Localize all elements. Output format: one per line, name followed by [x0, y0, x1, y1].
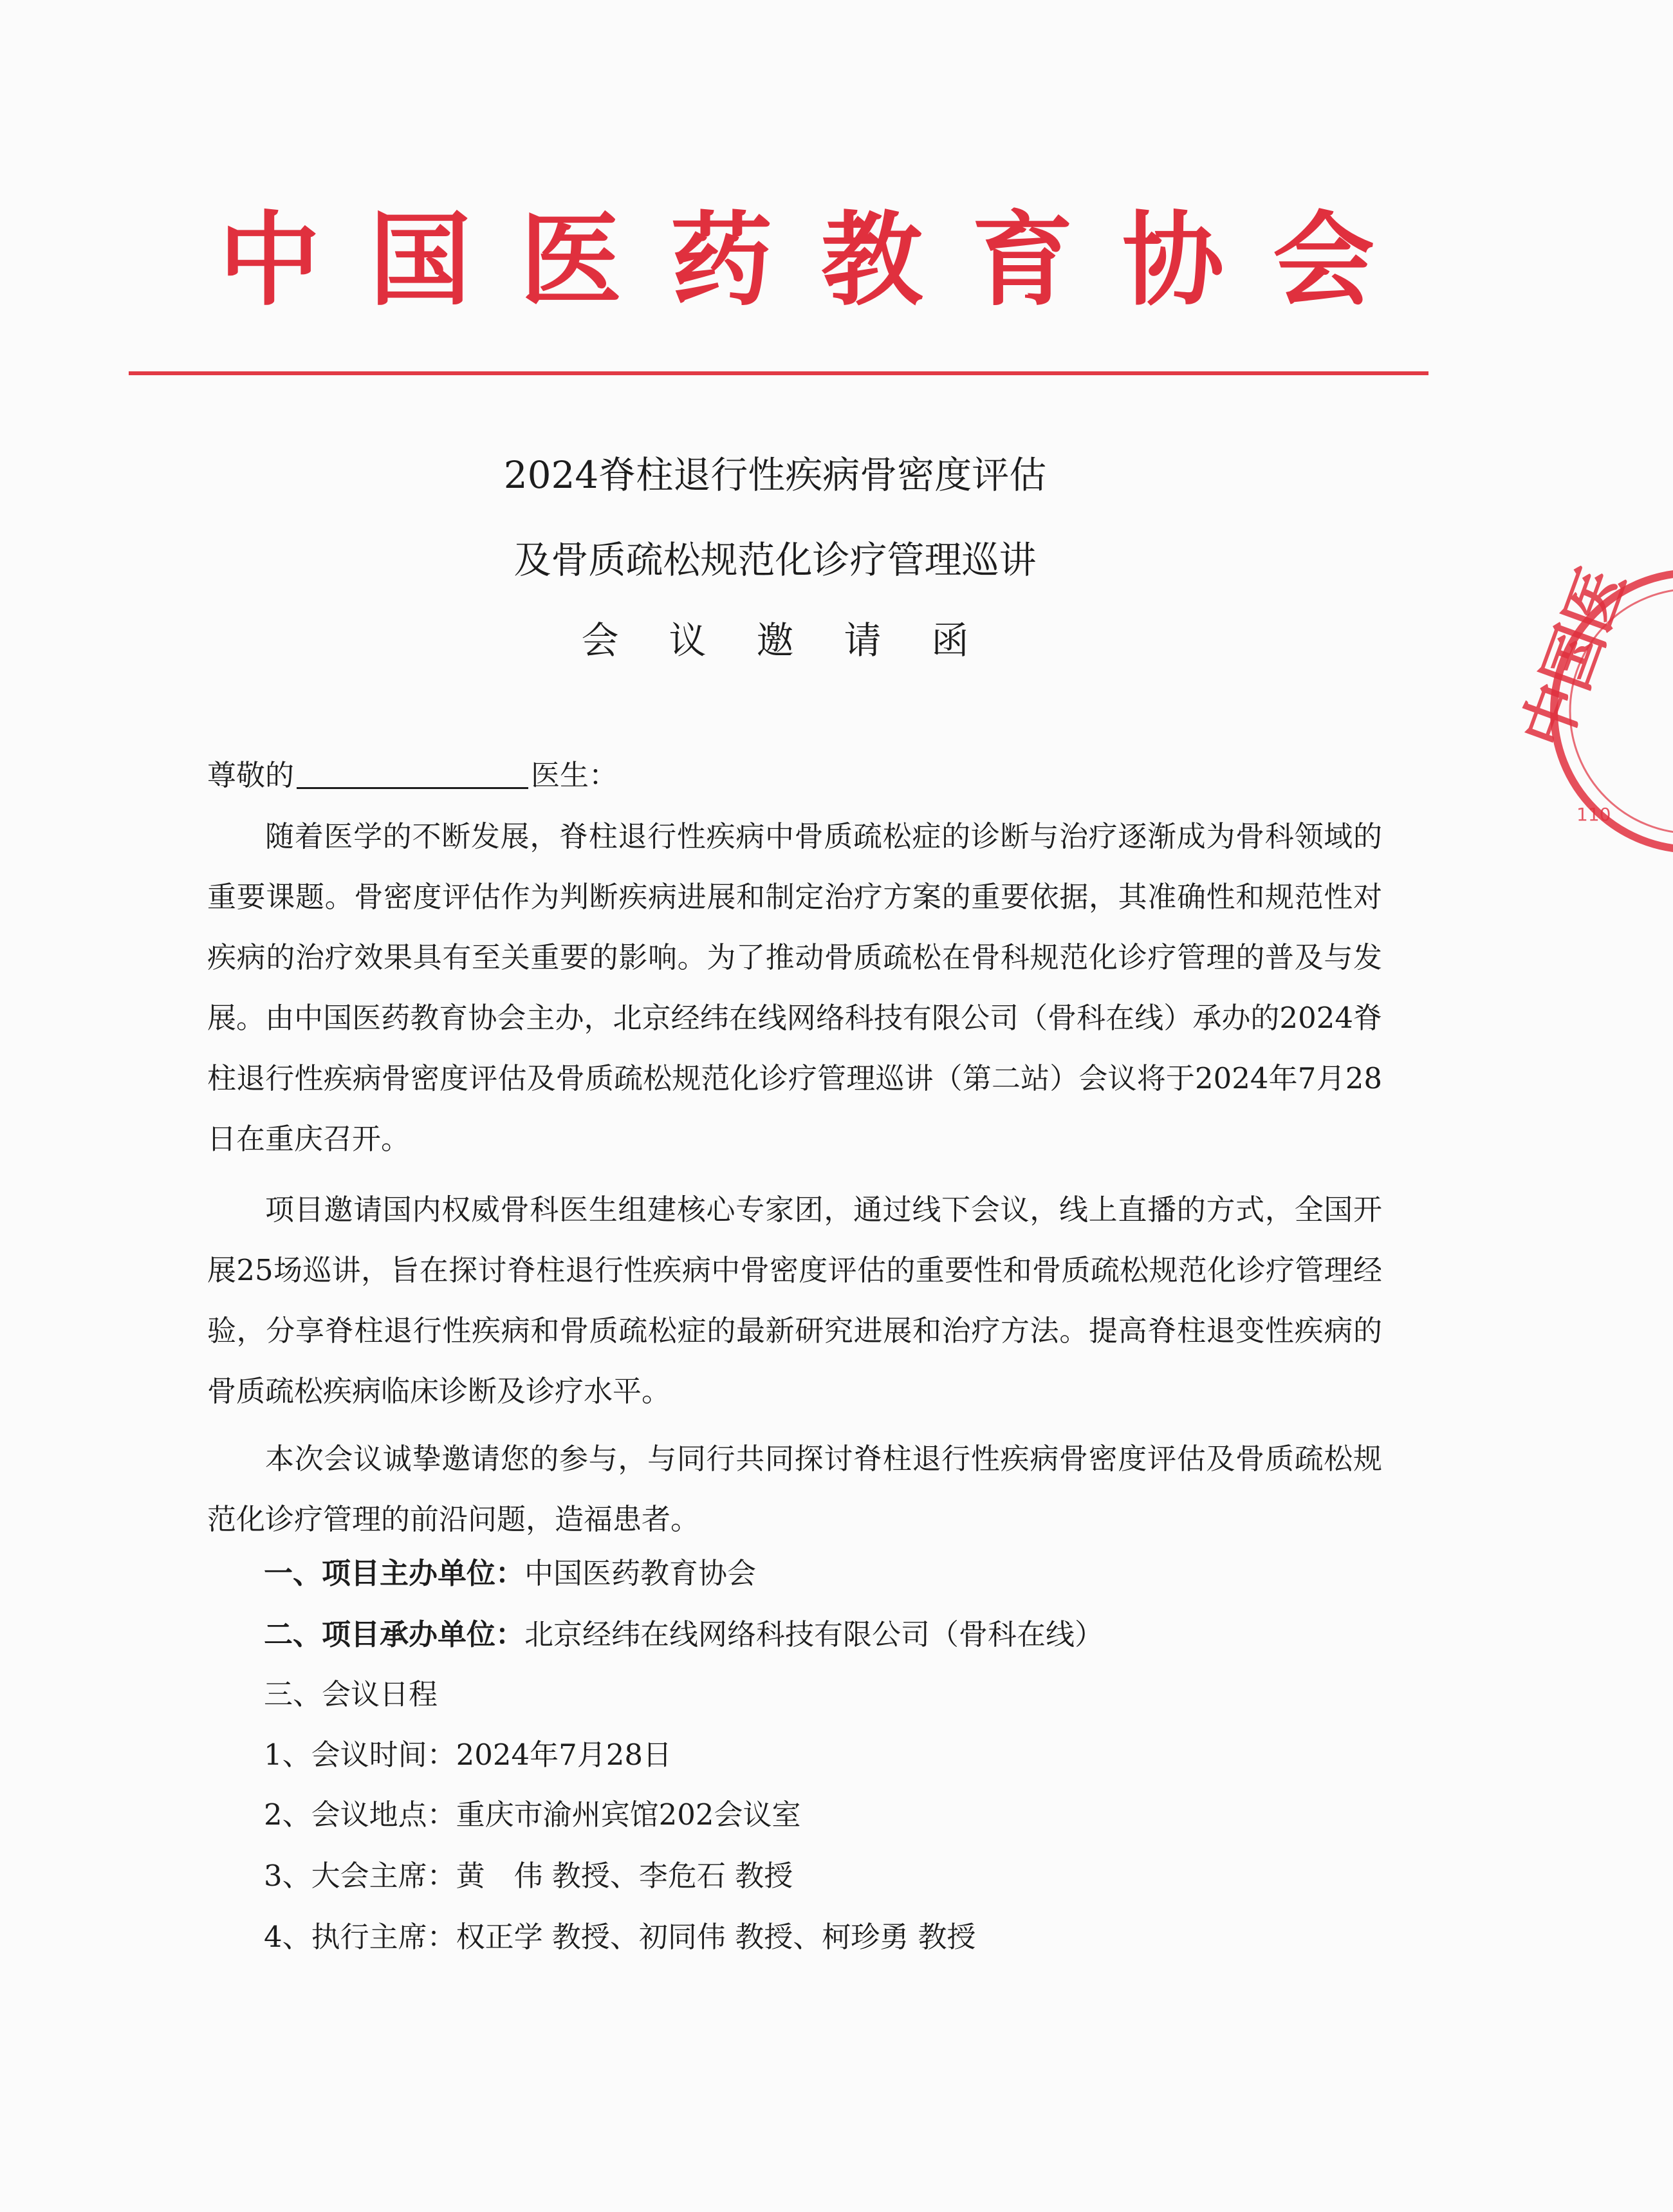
body-paragraph-1: 随着医学的不断发展，脊柱退行性疾病中骨质疏松症的诊断与治疗逐渐成为骨科领域的重要课题。骨密度评估作为判断疾病进展和制定治疗方案的重要依据，其准确性和规范性对疾病的治疗效果具有至关重要的影响。为了推动骨质疏松在骨科规范化诊疗管理的普及与发展。由中国医药教育协会主办，北京经纬在线网络科技有限公司（骨科在线）承办的2024脊柱退行性疾病骨密度评估及骨质疏松规范化诊疗管理巡讲（第二站）会议将于2024年7月28日在重庆召开。 — [207, 819, 1382, 1156]
name-blank-line — [297, 757, 528, 789]
host-label: 二、项目承办单位： — [264, 1617, 525, 1651]
host-value: 北京经纬在线网络科技有限公司（骨科在线） — [524, 1617, 1104, 1651]
organizer-label: 一、项目主办单位： — [264, 1556, 525, 1590]
title-line-3: 会议邀请函 — [581, 618, 1019, 662]
greeting-prefix: 尊敬的 — [207, 758, 295, 792]
greeting — [207, 753, 618, 798]
letterhead-org-name: 中国医药教育协会 — [219, 201, 1423, 320]
schedule-chairs: 3、大会主席：黄 伟 教授、李危石 教授 — [264, 1859, 793, 1893]
schedule-time: 1、会议时间：2024年7月28日 — [264, 1738, 672, 1772]
greeting-suffix: 医生： — [531, 758, 618, 792]
host-line — [264, 1612, 1104, 1657]
organizer-value: 中国医药教育协会 — [524, 1556, 757, 1590]
title-line-2: 及骨质疏松规范化诊疗管理巡讲 — [513, 538, 1037, 582]
official-seal-stamp — [1454, 558, 1673, 856]
seal-text: 中国医 — [1508, 558, 1640, 757]
seal-code: 110 — [1576, 804, 1611, 825]
body-paragraph-3: 本次会议诚挚邀请您的参与，与同行共同探讨脊柱退行性疾病骨密度评估及骨质疏松规范化诊疗管理的前沿问题，造福患者。 — [207, 1442, 1382, 1536]
schedule-place: 2、会议地点：重庆市渝州宾馆202会议室 — [264, 1798, 801, 1832]
schedule-exec-chairs: 4、执行主席：权正学 教授、初同伟 教授、柯珍勇 教授 — [264, 1920, 976, 1954]
letterhead-divider — [129, 371, 1428, 375]
schedule-heading: 三、会议日程 — [264, 1677, 438, 1711]
organizer-line — [264, 1551, 756, 1596]
title-line-1: 2024脊柱退行性疾病骨密度评估 — [503, 453, 1047, 497]
body-paragraph-2: 项目邀请国内权威骨科医生组建核心专家团，通过线下会议，线上直播的方式，全国开展25场巡讲，旨在探讨脊柱退行性疾病中骨密度评估的重要性和骨质疏松规范化诊疗管理经验，分享脊柱退行性疾病和骨质疏松症的最新研究进展和治疗方法。提高脊柱退变性疾病的骨质疏松疾病临床诊断及诊疗水平。 — [207, 1193, 1382, 1408]
